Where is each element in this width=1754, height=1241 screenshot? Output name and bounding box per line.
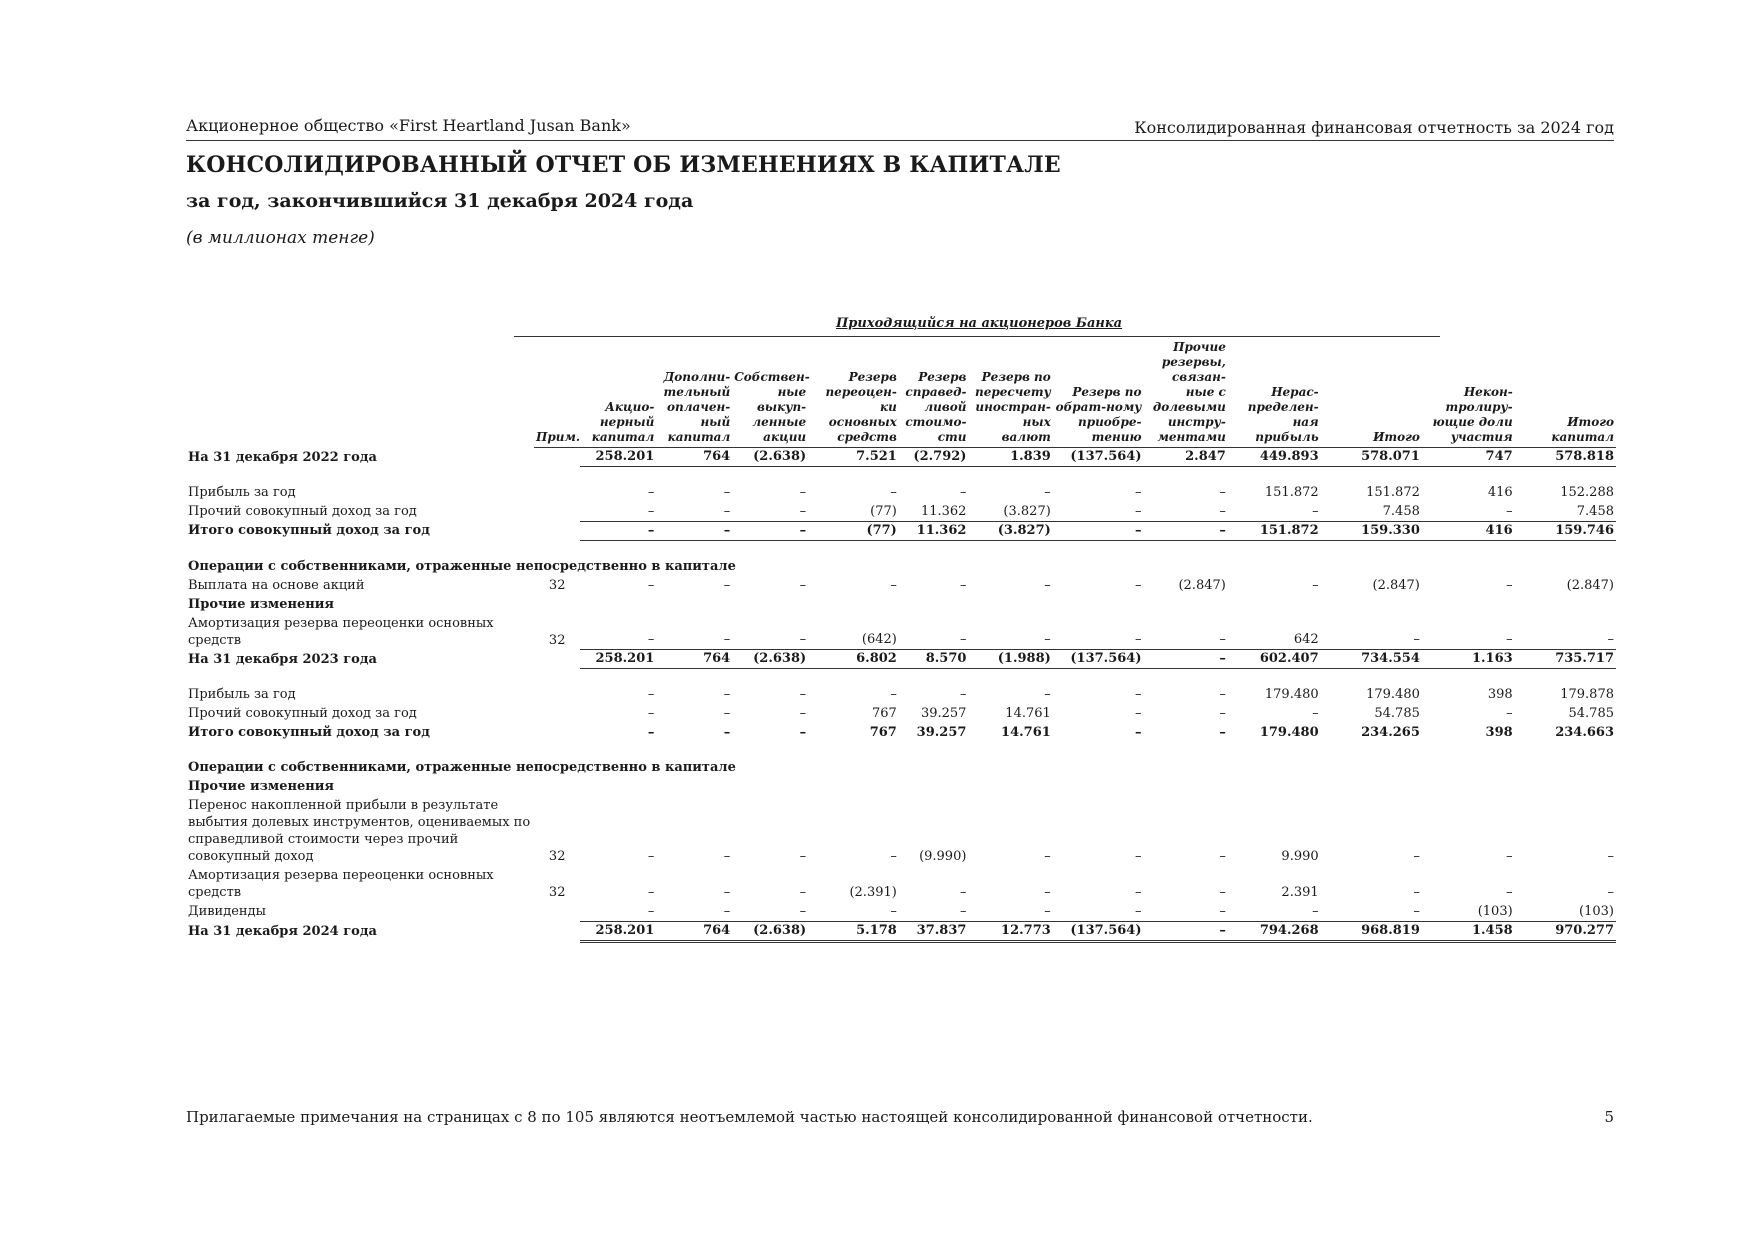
column-header-share-capital: Акцио-нерный капитал [580,340,656,448]
value-cell-fx-reserve: (1.988) [968,650,1052,669]
value-cell-total-equity: 578.818 [1515,448,1616,467]
column-header-retained: Нерас-пределен-ная прибыль [1228,340,1321,448]
value-cell-other-equity-reserves: – [1143,521,1227,540]
value-cell-share-capital: – [647,725,655,740]
note-cell: 32 [548,849,566,864]
column-header-note: Прим. [534,340,580,448]
value-cell-other-equity-reserves: – [1219,687,1226,702]
value-cell-nci: 416 [1422,521,1515,540]
value-cell-fx-reserve: – [1044,849,1051,864]
row-label: Прочие изменения [188,779,335,794]
value-cell-fx-reserve: 14.761 [1005,706,1051,721]
spacer-row [186,540,1616,557]
value-cell-total-equity: 735.717 [1515,650,1616,669]
value-cell-buyback-reserve: – [1134,725,1142,740]
value-cell-share-capital: 258.201 [580,650,656,669]
value-cell-reval-reserve: (2.391) [849,885,897,900]
value-cell-fair-value-reserve: 39.257 [916,725,967,740]
value-cell-fx-reserve: 1.839 [968,448,1052,467]
value-cell-other-equity-reserves: – [1219,849,1226,864]
value-cell-buyback-reserve: (137.564) [1053,650,1144,669]
value-cell-retained: – [1228,902,1321,921]
group-label: Приходящийся на акционеров Банка [836,316,1123,331]
note-cell [534,921,580,941]
value-cell-total: 151.872 [1366,485,1420,500]
value-cell-buyback-reserve: (137.564) [1053,448,1144,467]
value-cell-treasury: – [799,577,807,593]
value-cell-reval-reserve: 6.802 [808,650,899,669]
header-divider [186,140,1614,141]
row-label: Дивиденды [188,904,266,919]
value-cell-total-equity: 159.746 [1515,521,1616,540]
value-cell-fx-reserve: – [1044,885,1051,900]
value-cell-buyback-reserve: – [1134,706,1142,721]
report-scope: Консолидированная финансовая отчетность за 2024 год [1134,118,1614,137]
value-cell-fair-value-reserve: (2.792) [899,448,969,467]
table-row [186,866,1616,902]
value-cell-other-equity-reserves: – [1219,485,1226,500]
value-cell-fx-reserve: (3.827) [968,521,1052,540]
value-cell-other-equity-reserves: – [1143,502,1227,521]
value-cell-total-equity: 179.878 [1560,687,1614,702]
row-label: Амортизация резерва переоценки основных средств [188,615,494,648]
value-cell-buyback-reserve: – [1053,614,1144,650]
value-cell-nci: 1.458 [1422,921,1515,941]
value-cell-treasury: – [732,521,808,540]
value-cell-total: 179.480 [1366,687,1420,702]
value-cell-add-paid-in: 764 [656,448,732,467]
value-cell-nci: – [1506,849,1513,864]
value-cell-nci: – [1506,885,1513,900]
value-cell-share-capital: – [580,502,656,521]
table-row [186,576,1616,595]
column-header-reval-reserve: Резерв переоцен-ки основных средств [808,340,899,448]
value-cell-fair-value-reserve: – [959,577,967,593]
value-cell-other-equity-reserves: – [1143,614,1227,650]
value-cell-total: 159.330 [1321,521,1422,540]
table-header-row [186,340,1616,448]
value-cell-total-equity: 152.288 [1560,485,1614,500]
value-cell-fair-value-reserve: – [959,885,967,900]
row-label: Итого совокупный доход за год [188,725,430,740]
note-cell: 32 [548,632,566,648]
value-cell-total: (2.847) [1372,577,1420,593]
value-cell-reval-reserve: – [890,687,897,702]
value-cell-treasury: (2.638) [732,448,808,467]
value-cell-share-capital: – [580,614,656,650]
value-cell-fx-reserve: (3.827) [968,502,1052,521]
note-cell: 32 [548,885,566,900]
value-cell-treasury: – [799,849,807,864]
table-row [186,448,1616,467]
value-cell-add-paid-in: – [656,614,732,650]
value-cell-total: – [1413,885,1420,900]
value-cell-other-equity-reserves: – [1219,885,1226,900]
value-cell-fair-value-reserve: 8.570 [899,650,969,669]
value-cell-other-equity-reserves: – [1143,902,1227,921]
spacer-cell [186,669,1616,686]
value-cell-treasury: – [799,885,807,900]
value-cell-add-paid-in: – [656,902,732,921]
value-cell-total-equity: – [1607,849,1614,864]
value-cell-total-equity: 54.785 [1568,706,1614,721]
value-cell-retained: 642 [1228,614,1321,650]
value-cell-add-paid-in: – [723,885,731,900]
note-cell [534,902,580,921]
value-cell-total: – [1321,902,1422,921]
value-cell-treasury: – [799,687,807,702]
value-cell-other-equity-reserves: – [1219,725,1226,740]
value-cell-treasury: – [799,725,807,740]
value-cell-total: 7.458 [1321,502,1422,521]
value-cell-add-paid-in: – [723,725,731,740]
value-cell-add-paid-in: – [723,687,731,702]
spacer-row [186,467,1616,484]
value-cell-reval-reserve: 5.178 [808,921,899,941]
value-cell-add-paid-in: – [656,521,732,540]
value-cell-fx-reserve: – [1044,485,1051,500]
value-cell-other-equity-reserves: – [1143,921,1227,941]
value-cell-reval-reserve: – [890,485,897,500]
value-cell-reval-reserve: (642) [808,614,899,650]
value-cell-nci: (103) [1422,902,1515,921]
value-cell-retained: 794.268 [1228,921,1321,941]
value-cell-treasury: – [799,706,807,721]
column-header-other-equity-reserves: Прочие резервы, связан-ные с долевыми инстру-ментами [1143,340,1227,448]
value-cell-buyback-reserve: – [1134,687,1142,702]
value-cell-total-equity: 234.663 [1555,725,1614,740]
section-heading-row [186,758,1616,777]
value-cell-treasury: – [732,614,808,650]
row-label: Прибыль за год [188,687,296,702]
value-cell-total-equity: – [1515,614,1616,650]
value-cell-fair-value-reserve: – [899,902,969,921]
value-cell-total-equity: (103) [1515,902,1616,921]
value-cell-retained: 9.990 [1281,849,1319,864]
spacer-cell [186,540,1616,557]
value-cell-buyback-reserve: – [1134,485,1142,500]
value-cell-fair-value-reserve: – [959,485,967,500]
value-cell-nci: 416 [1487,485,1513,500]
table-row [186,650,1616,669]
table-row [186,521,1616,540]
value-cell-retained: 179.480 [1259,725,1319,740]
row-label: Итого совокупный доход за год [188,523,430,538]
note-cell [534,483,580,502]
value-cell-treasury: (2.638) [732,650,808,669]
value-cell-total-equity: (2.847) [1566,577,1614,593]
row-label: Амортизация резерва переоценки основных средств [188,868,494,900]
value-cell-treasury: – [799,485,807,500]
row-label: Операции с собственниками, отраженные непосредственно в капитале [188,760,736,775]
value-cell-share-capital: – [647,687,655,702]
row-label: Перенос накопленной прибыли в результате выбытия долевых инструментов, оцениваемых по справедливой стоимости через прочий совокупный доход [188,798,531,864]
value-cell-share-capital: 258.201 [580,448,656,467]
spacer-row [186,669,1616,686]
value-cell-add-paid-in: – [723,849,731,864]
value-cell-add-paid-in: 764 [656,921,732,941]
value-cell-fx-reserve: 12.773 [968,921,1052,941]
value-cell-fair-value-reserve: 39.257 [920,706,967,721]
header-label-spacer [186,340,534,448]
note-cell [534,723,580,742]
row-label: Прочий совокупный доход за год [188,706,417,721]
value-cell-share-capital: – [647,885,655,900]
value-cell-share-capital: – [647,849,655,864]
value-cell-share-capital: – [647,706,655,721]
value-cell-fair-value-reserve: 11.362 [899,502,969,521]
value-cell-fair-value-reserve: – [899,614,969,650]
value-cell-total: 734.554 [1321,650,1422,669]
value-cell-nci: 398 [1485,725,1513,740]
page-title: КОНСОЛИДИРОВАННЫЙ ОТЧЕТ ОБ ИЗМЕНЕНИЯХ В КАПИТАЛЕ [186,152,1061,178]
value-cell-nci: – [1506,706,1513,721]
value-cell-share-capital: – [647,485,655,500]
column-header-fair-value-reserve: Резерв справед-ливой стоимо-сти [899,340,969,448]
spacer-cell [186,467,1616,484]
value-cell-nci: 747 [1422,448,1515,467]
value-cell-retained: 179.480 [1264,687,1319,702]
spacer-row [186,742,1616,758]
row-label: Прочие изменения [188,596,335,612]
column-header-fx-reserve: Резерв по пересчету иностран-ных валют [968,340,1052,448]
value-cell-retained: 602.407 [1228,650,1321,669]
table-row [186,483,1616,502]
note-cell [534,502,580,521]
column-header-nci: Некон-тролиру-ющие доли участия [1422,340,1515,448]
row-label: Выплата на основе акций [188,577,365,593]
equity-changes-table [186,340,1616,943]
value-cell-add-paid-in: – [723,577,731,593]
value-cell-treasury: (2.638) [732,921,808,941]
table-row [186,614,1616,650]
value-cell-fx-reserve: – [968,902,1052,921]
value-cell-total: 234.265 [1361,725,1420,740]
row-label: Операции с собственниками, отраженные непосредственно в капитале [188,558,736,574]
note-cell [534,685,580,704]
value-cell-other-equity-reserves: – [1219,706,1226,721]
value-cell-fx-reserve: – [968,614,1052,650]
table-row [186,902,1616,921]
table-row [186,704,1616,723]
value-cell-reval-reserve: (77) [808,502,899,521]
column-header-add-paid-in: Дополни-тельный оплачен-ный капитал [656,340,732,448]
table-body [186,448,1616,942]
value-cell-reval-reserve: – [890,577,897,593]
company-name: Акционерное общество «First Heartland Jusan Bank» [186,116,631,135]
section-heading-row [186,777,1616,796]
value-cell-nci: 398 [1487,687,1513,702]
value-cell-retained: 151.872 [1228,521,1321,540]
footer-note: Прилагаемые примечания на страницах с 8 по 105 являются неотъемлемой частью настоящей консолидированной финансовой отчетности. [186,1108,1313,1126]
note-cell [534,521,580,540]
column-header-buyback-reserve: Резерв по обрат-ному приобре-тению [1053,340,1144,448]
group-divider [514,336,1440,337]
value-cell-total-equity: 7.458 [1515,502,1616,521]
value-cell-buyback-reserve: – [1053,521,1144,540]
value-cell-other-equity-reserves: 2.847 [1143,448,1227,467]
value-cell-retained: 151.872 [1264,485,1319,500]
section-heading-row [186,595,1616,614]
note-cell: 32 [548,577,566,593]
value-cell-other-equity-reserves: – [1143,650,1227,669]
value-cell-other-equity-reserves: (2.847) [1178,577,1226,593]
note-cell [534,448,580,467]
value-cell-share-capital: – [580,902,656,921]
table-row [186,685,1616,704]
spacer-cell [186,742,1616,758]
value-cell-total: 578.071 [1321,448,1422,467]
row-label: На 31 декабря 2023 года [188,651,377,667]
value-cell-buyback-reserve: – [1053,902,1144,921]
value-cell-treasury: – [732,902,808,921]
value-cell-buyback-reserve: – [1134,577,1142,593]
value-cell-fair-value-reserve: 37.837 [899,921,969,941]
value-cell-add-paid-in: 764 [656,650,732,669]
row-label: Прочий совокупный доход за год [188,504,417,519]
value-cell-buyback-reserve: – [1134,885,1142,900]
value-cell-nci: 1.163 [1422,650,1515,669]
row-label: На 31 декабря 2022 года [188,449,377,465]
table-row [186,502,1616,521]
value-cell-total-equity: 970.277 [1515,921,1616,941]
value-cell-nci: – [1422,502,1515,521]
section-heading-row [186,557,1616,576]
value-cell-retained: – [1312,706,1319,721]
value-cell-total: 54.785 [1374,706,1420,721]
value-cell-fair-value-reserve: (9.990) [919,849,967,864]
value-cell-retained: – [1312,577,1319,593]
value-cell-retained: 449.893 [1228,448,1321,467]
value-cell-add-paid-in: – [723,706,731,721]
value-cell-reval-reserve: (77) [808,521,899,540]
value-cell-retained: 2.391 [1281,885,1319,900]
value-cell-fx-reserve: – [1044,577,1051,593]
page-number: 5 [1604,1108,1614,1126]
table-row [186,723,1616,742]
value-cell-reval-reserve: 767 [872,706,897,721]
value-cell-share-capital: – [647,577,655,593]
value-cell-nci: – [1506,577,1513,593]
value-cell-retained: – [1228,502,1321,521]
value-cell-reval-reserve: 7.521 [808,448,899,467]
column-header-total: Итого [1321,340,1422,448]
value-cell-reval-reserve: – [808,902,899,921]
value-cell-total: – [1413,849,1420,864]
note-cell [534,704,580,723]
units-note: (в миллионах тенге) [186,228,375,248]
value-cell-reval-reserve: – [890,849,897,864]
value-cell-fair-value-reserve: 11.362 [899,521,969,540]
value-cell-fair-value-reserve: – [959,687,967,702]
value-cell-fx-reserve: 14.761 [1001,725,1051,740]
table-row [186,796,1616,866]
value-cell-add-paid-in: – [723,485,731,500]
value-cell-buyback-reserve: – [1053,502,1144,521]
row-label: На 31 декабря 2024 года [188,924,377,939]
value-cell-total: – [1321,614,1422,650]
row-label: Прибыль за год [188,485,296,500]
column-header-treasury: Собствен-ные выкуп-ленные акции [732,340,808,448]
value-cell-treasury: – [732,502,808,521]
note-cell [534,650,580,669]
value-cell-share-capital: – [580,521,656,540]
value-cell-buyback-reserve: – [1134,849,1142,864]
value-cell-fx-reserve: – [1044,687,1051,702]
column-header-total-equity: Итого капитал [1515,340,1616,448]
value-cell-add-paid-in: – [656,502,732,521]
value-cell-nci: – [1422,614,1515,650]
value-cell-total-equity: – [1607,885,1614,900]
value-cell-reval-reserve: 767 [869,725,897,740]
table-row [186,921,1616,941]
value-cell-share-capital: 258.201 [580,921,656,941]
page-subtitle: за год, закончившийся 31 декабря 2024 года [186,190,694,212]
value-cell-total: 968.819 [1321,921,1422,941]
value-cell-buyback-reserve: (137.564) [1053,921,1144,941]
